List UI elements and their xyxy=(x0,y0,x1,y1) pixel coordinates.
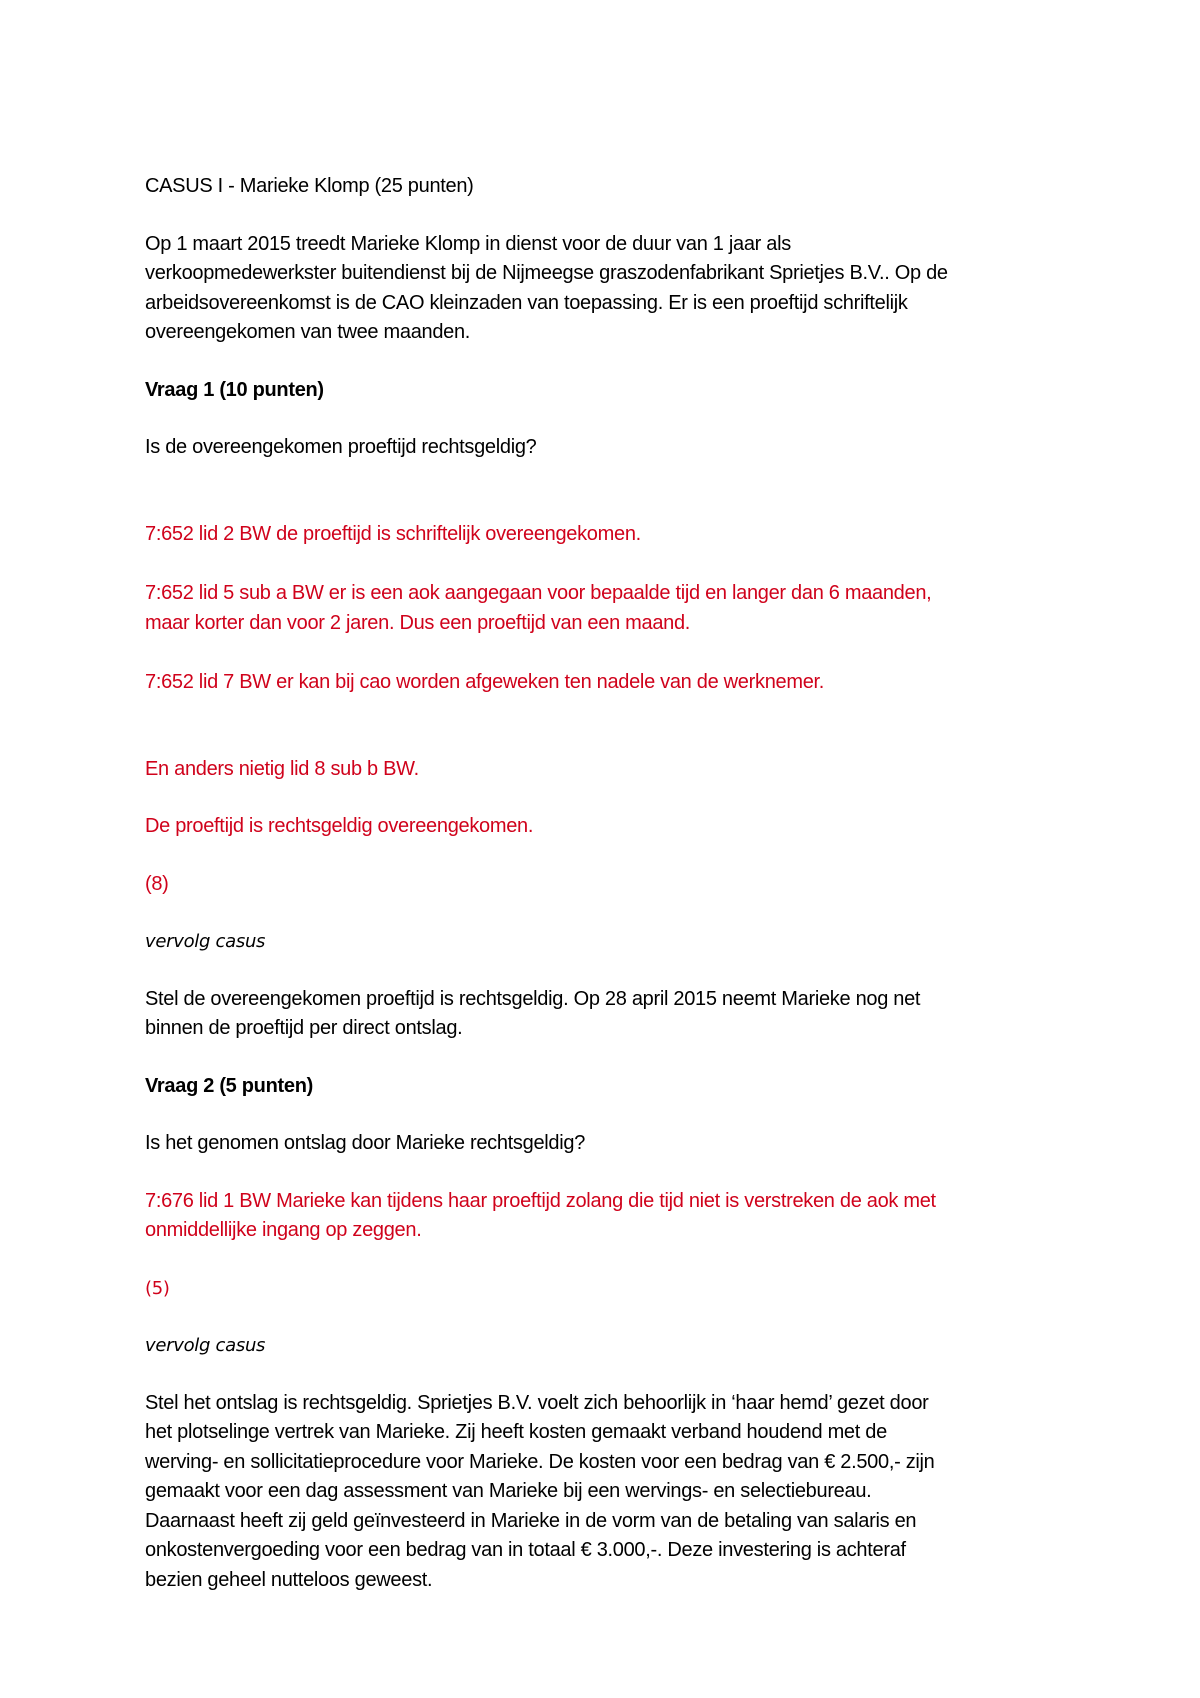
question-2-score: (5) xyxy=(145,1277,170,1299)
document-page xyxy=(145,172,1085,1623)
question-1-heading: Vraag 1 (10 punten) xyxy=(145,378,324,401)
question-1-answer-null: En anders nietig lid 8 sub b BW. xyxy=(145,757,419,780)
continuation-label-2: vervolg casus xyxy=(145,1335,266,1356)
answer-line-1: 7:652 lid 2 BW de proeftijd is schriftelijk overeengekomen. xyxy=(145,523,641,545)
scenario-2-text: Stel de overeengekomen proeftijd is rechtsgeldig. Op 28 april 2015 neemt Marieke nog net binnen de proeftijd per direct ontslag. xyxy=(145,987,921,1039)
question-2-heading: Vraag 2 (5 punten) xyxy=(145,1074,313,1097)
question-1-conclusion: De proeftijd is rechtsgeldig overeengekomen. xyxy=(145,815,534,837)
scenario-3-text: Stel het ontslag is rechtsgeldig. Sprietjes B.V. voelt zich behoorlijk in ‘haar hemd’ gezet door het plotselinge vertrek van Marieke. Zij heeft kosten gemaakt verband houdend met de werving- en sollicitatieprocedure voor Marieke. De kosten voor een bedrag van € 2.500,- zijn gemaakt voor een dag assessment van Marieke bij een wervings- en selectiebureau. Daarnaast heeft zij geld geïnvesteerd in Marieke in de vorm van de betaling van salaris en onkostenvergoeding voor een bedrag van in totaal € 3.000,-. Deze investering is achteraf bezien geheel nutteloos geweest. xyxy=(145,1391,935,1591)
answer-line-3: 7:652 lid 7 BW er kan bij cao worden afgeweken ten nadele van de werknemer. xyxy=(145,670,825,693)
continuation-label-1: vervolg casus xyxy=(145,931,266,952)
question-1-answer xyxy=(145,491,1085,727)
casus-title: CASUS I - Marieke Klomp (25 punten) xyxy=(145,175,474,197)
question-1-score: (8) xyxy=(145,872,169,895)
answer-line-2: 7:652 lid 5 sub a BW er is een aok aangegaan voor bepaalde tijd en langer dan 6 maanden, maar korter dan voor 2 jaren. Dus een proeftijd van een maand. xyxy=(145,582,932,634)
question-1-text: Is de overeengekomen proeftijd rechtsgeldig? xyxy=(145,436,537,458)
casus-intro: Op 1 maart 2015 treedt Marieke Klomp in dienst voor de duur van 1 jaar als verkoopmedewerkster buitendienst bij de Nijmeegse graszodenfabrikant Sprietjes B.V.. Op de arbeidsovereenkomst is de CAO kleinzaden van toepassing. Er is een proeftijd schriftelijk overeengekomen van twee maanden. xyxy=(145,232,948,343)
question-2-answer: 7:676 lid 1 BW Marieke kan tijdens haar proeftijd zolang die tijd niet is verstreken de aok met onmiddellijke ingang op zeggen. xyxy=(145,1189,936,1241)
question-2-text: Is het genomen ontslag door Marieke rechtsgeldig? xyxy=(145,1132,586,1154)
